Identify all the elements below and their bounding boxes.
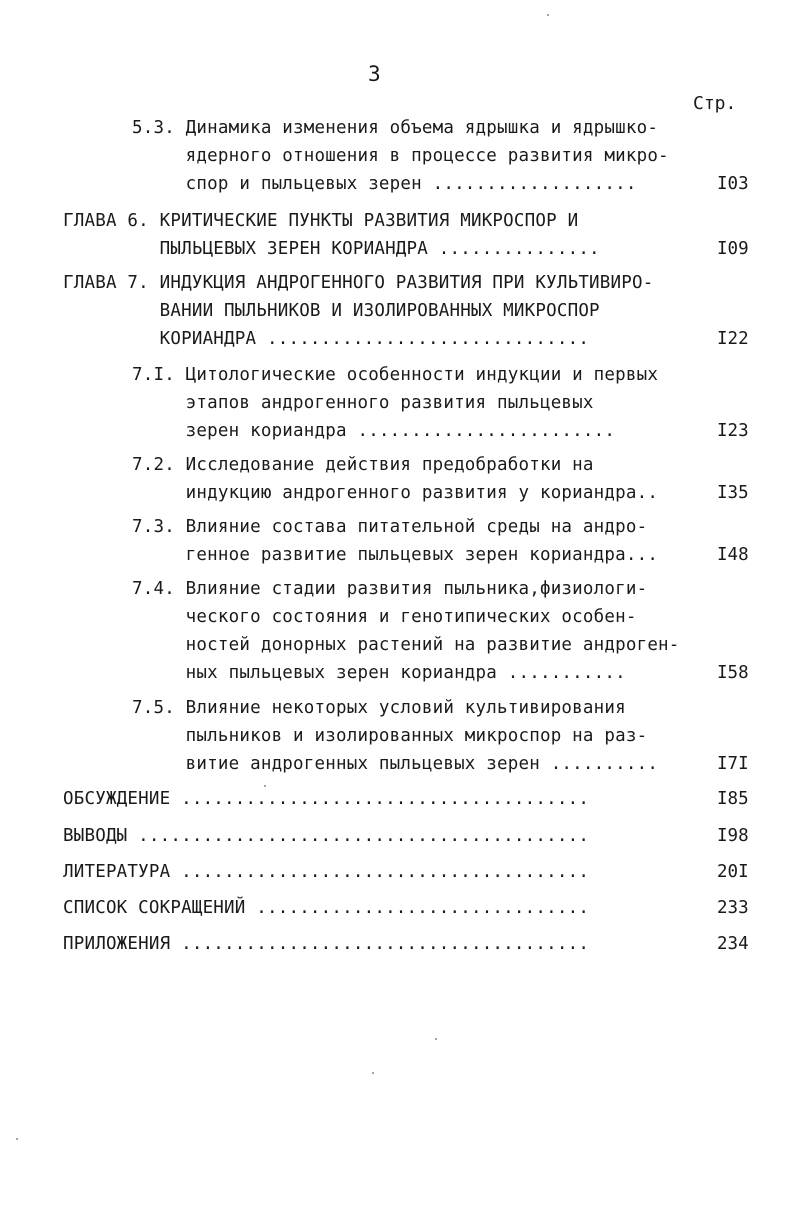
toc-page-number: I48 bbox=[717, 545, 749, 565]
toc-page-number: I03 bbox=[717, 174, 749, 194]
toc-entry-line: 7.5. Влияние некоторых условий культивирования bbox=[132, 698, 626, 718]
toc-entry-line: индукцию андрогенного развития у кориандра.. bbox=[132, 483, 659, 503]
toc-page-number: I35 bbox=[717, 483, 749, 503]
toc-entry-line: ГЛАВА 7. ИНДУКЦИЯ АНДРОГЕННОГО РАЗВИТИЯ ПРИ КУЛЬТИВИРО- bbox=[63, 273, 654, 293]
toc-entry-line: ВАНИИ ПЫЛЬНИКОВ И ИЗОЛИРОВАННЫХ МИКРОСПОР bbox=[63, 301, 600, 321]
toc-page-number: I58 bbox=[717, 663, 749, 683]
toc-page-number: 233 bbox=[717, 898, 749, 918]
toc-entry-line: спор и пыльцевых зерен ................... bbox=[132, 174, 637, 194]
scan-speck bbox=[16, 1138, 18, 1140]
toc-entry-line: зерен кориандра ........................ bbox=[132, 421, 616, 441]
toc-entry-line: КОРИАНДРА .............................. bbox=[63, 329, 590, 349]
scan-speck bbox=[435, 1038, 437, 1040]
toc-entry-line: ядерного отношения в процессе развития микро- bbox=[132, 146, 669, 166]
toc-entry-line: генное развитие пыльцевых зерен кориандра... bbox=[132, 545, 659, 565]
toc-entry-line: 7.4. Влияние стадии развития пыльника,физиологи- bbox=[132, 579, 648, 599]
toc-entry-line: 7.I. Цитологические особенности индукции и первых bbox=[132, 365, 659, 385]
toc-page-number: I09 bbox=[717, 239, 749, 259]
toc-page-number: I98 bbox=[717, 826, 749, 846]
toc-entry-line: витие андрогенных пыльцевых зерен .......... bbox=[132, 754, 659, 774]
scan-speck bbox=[547, 14, 549, 16]
toc-entry-line: ОБСУЖДЕНИЕ ...................................... bbox=[63, 789, 590, 809]
toc-entry-line: 5.3. Динамика изменения объема ядрышка и ядрышко- bbox=[132, 118, 659, 138]
page-column-header: Стр. bbox=[693, 93, 737, 114]
toc-entry-line: ЛИТЕРАТУРА ...................................... bbox=[63, 862, 590, 882]
toc-page-number: I7I bbox=[717, 754, 749, 774]
toc-entry-line: ностей донорных растений на развитие андроген- bbox=[132, 635, 680, 655]
toc-entry-line: ческого состояния и генотипических особен- bbox=[132, 607, 637, 627]
toc-entry-line: ГЛАВА 6. КРИТИЧЕСКИЕ ПУНКТЫ РАЗВИТИЯ МИКРОСПОР И bbox=[63, 211, 579, 231]
toc-entry-line: 7.2. Исследование действия предобработки на bbox=[132, 455, 594, 475]
scan-speck bbox=[264, 785, 266, 787]
toc-entry-line: пыльников и изолированных микроспор на раз- bbox=[132, 726, 648, 746]
toc-page-number: 20I bbox=[717, 862, 749, 882]
toc-entry-line: этапов андрогенного развития пыльцевых bbox=[132, 393, 594, 413]
toc-entry-line: ных пыльцевых зерен кориандра ........... bbox=[132, 663, 626, 683]
toc-page-number: I22 bbox=[717, 329, 749, 349]
toc-entry-line: ПЫЛЬЦЕВЫХ ЗЕРЕН КОРИАНДРА ............... bbox=[63, 239, 600, 259]
scan-speck bbox=[372, 1072, 374, 1074]
toc-entry-line: ПРИЛОЖЕНИЯ ...................................... bbox=[63, 934, 590, 954]
toc-page-number: 234 bbox=[717, 934, 749, 954]
page-number: 3 bbox=[368, 62, 381, 86]
toc-page-number: I85 bbox=[717, 789, 749, 809]
toc-entry-line: ВЫВОДЫ .......................................... bbox=[63, 826, 590, 846]
toc-entry-line: СПИСОК СОКРАЩЕНИЙ ............................... bbox=[63, 898, 590, 918]
toc-page-number: I23 bbox=[717, 421, 749, 441]
toc-entry-line: 7.3. Влияние состава питательной среды на андро- bbox=[132, 517, 648, 537]
